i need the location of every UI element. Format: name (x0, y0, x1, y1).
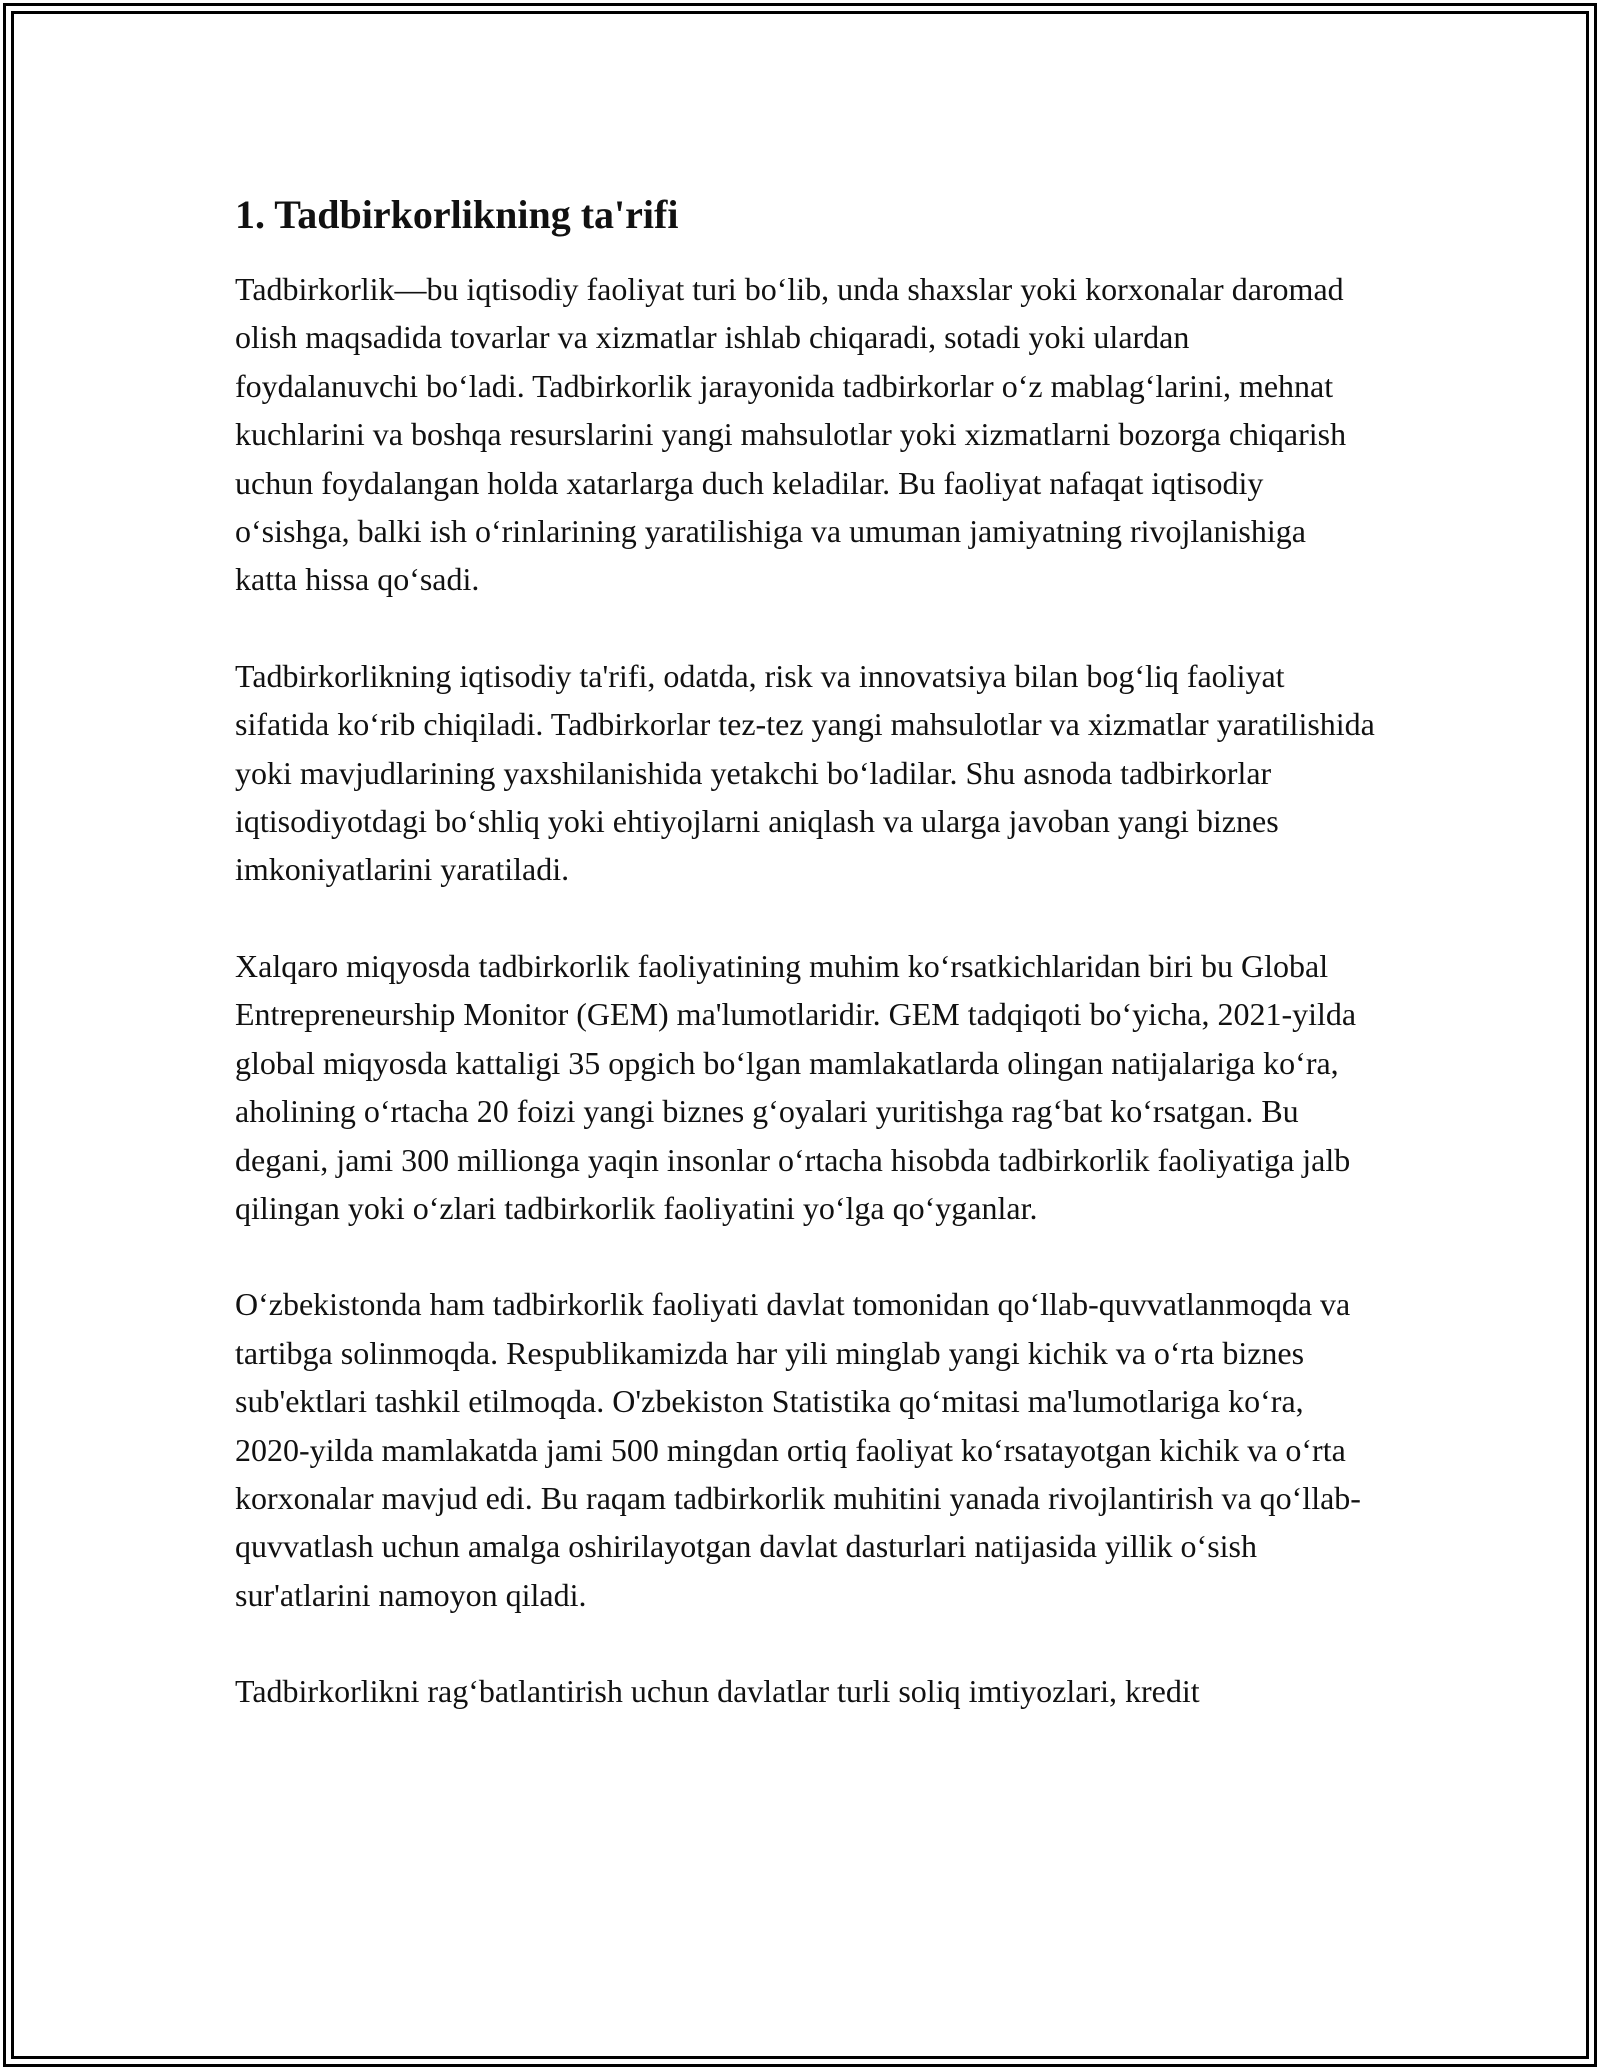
paragraph-economic-definition: Tadbirkorlikning iqtisodiy ta'rifi, odatda, risk va innovatsiya bilan bog‘liq faoliyat sifatida ko‘rib chiqiladi. Tadbirkorlar tez-tez yangi mahsulotlar va xizmatlar yaratilishida yoki mavjudlarining yaxshilanishida yetakchi bo‘ladilar. Shu asnoda tadbirkorlar iqtisodiyotdagi bo‘shliq yoki ehtiyojlarni aniqlash va ularga javoban yangi biznes imkoniyatlarini yaratiladi. (235, 657, 1375, 888)
paragraph-gem-statistics: Xalqaro miqyosda tadbirkorlik faoliyatining muhim ko‘rsatkichlaridan biri bu Global Entrepreneurship Monitor (GEM) ma'lumotlaridir. GEM tadqiqoti bo‘yicha, 2021-yilda global miqyosda kattaligi 35 opgich bo‘lgan mamlakatlarda olingan natijalariga ko‘ra, aholining o‘rtacha 20 foizi yangi biznes g‘oyalari yuritishga rag‘bat ko‘rsatgan. Bu degani, jami 300 millionga yaqin insonlar o‘rtacha hisobda tadbirkorlik faoliyatiga jalb qilingan yoki o‘zlari tadbirkorlik faoliyatini yo‘lga qo‘yganlar. (235, 947, 1357, 1226)
paragraph-incentives: Tadbirkorlikni rag‘batlantirish uchun davlatlar turli soliq imtiyozlari, kredit (235, 1673, 1200, 1710)
paragraph-definition: Tadbirkorlik—bu iqtisodiy faoliyat turi bo‘lib, unda shaxslar yoki korxonalar daromad olish maqsadida tovarlar va xizmatlar ishlab chiqaradi, sotadi yoki ulardan foydalanuvchi bo‘ladi. Tadbirkorlik jarayonida tadbirkorlar o‘z mablag‘larini, mehnat kuchlarini va boshqa resurslarini yangi mahsulotlar yoki xizmatlarni bozorga chiqarish uchun foydalangan holda xatarlarga duch keladilar. Bu faoliyat nafaqat iqtisodiy o‘sishga, balki ish o‘rinlarining yaratilishiga va umuman jamiyatning rivojlanishiga katta hissa qo‘sadi. (235, 271, 1347, 598)
section-heading: 1. Tadbirkorlikning ta'rifi (235, 192, 679, 237)
paragraph-uzbekistan: O‘zbekistonda ham tadbirkorlik faoliyati davlat tomonidan qo‘llab-quvvatlanmoqda va tartibga solinmoqda. Respublikamizda har yili minglab yangi kichik va o‘rta biznes sub'ektlari tashkil etilmoqda. O'zbekiston Statistika qo‘mitasi ma'lumotlariga ko‘ra, 2020-yilda mamlakatda jami 500 mingdan ortiq faoliyat ko‘rsatayotgan kichik va o‘rta korxonalar mavjud edi. Bu raqam tadbirkorlik muhitini yanada rivojlantirish va qo‘llab-quvvatlash uchun amalga oshirilayotgan davlat dasturlari natijasida yillik o‘sish sur'atlarini namoyon qiladi. (235, 1286, 1361, 1613)
document-body (235, 185, 1375, 1764)
